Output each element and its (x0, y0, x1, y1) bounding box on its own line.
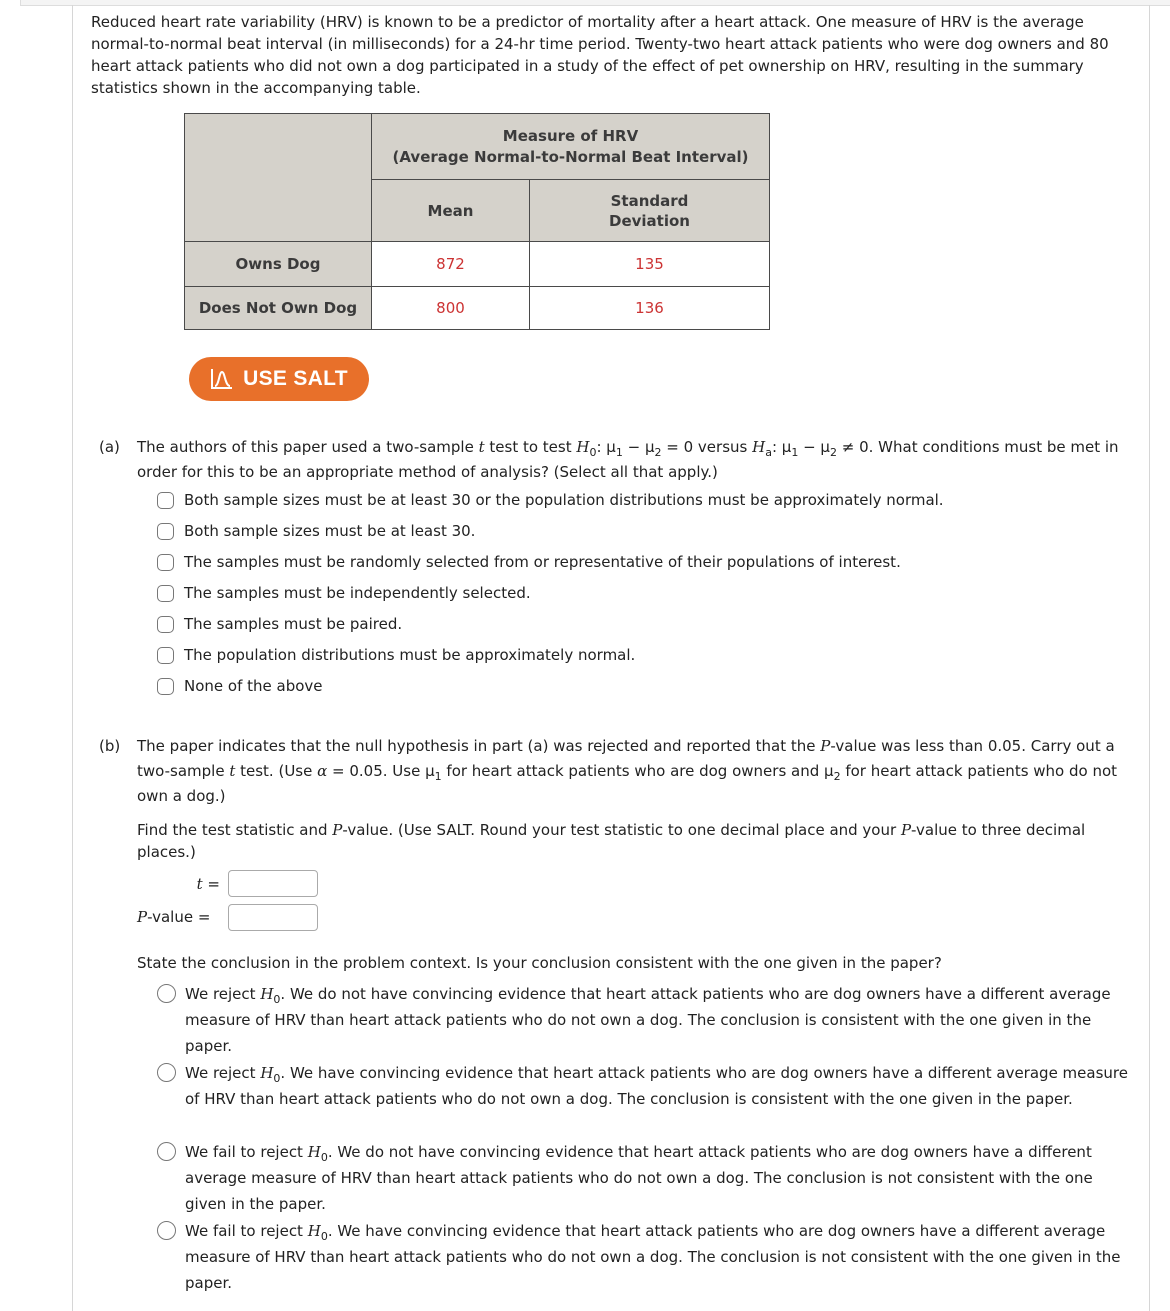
conclusion-question: State the conclusion in the problem context. Is your conclusion consistent with the one given in the paper? (137, 954, 942, 972)
col-header-sd: Standard Deviation (530, 180, 770, 242)
table-corner (185, 114, 372, 242)
distribution-curve-icon (210, 368, 234, 390)
condition-option[interactable]: The samples must be paired. (157, 612, 402, 636)
sd-value: 135 (530, 242, 770, 287)
t-label: t = (196, 875, 220, 893)
condition-option[interactable]: The population distributions must be approximately normal. (157, 643, 635, 667)
part-b-label: (b) (99, 737, 121, 755)
table-row (185, 287, 770, 330)
p-value-label: P-value = (137, 908, 211, 926)
conclusion-option[interactable]: We fail to reject $H_0$. We do not have convincing evidence that heart attack patients who are dog owners have a different average measure of HRV than heart attack patients who do not own a dog. The conclusion is not consistent with the one given in the paper. (157, 1139, 1137, 1217)
group-header: Measure of HRV (Average Normal-to-Normal Beat Interval) (372, 114, 770, 180)
row-label: Does Not Own Dog (185, 287, 372, 330)
radio-button[interactable] (157, 1063, 176, 1082)
left-rule (72, 5, 73, 1311)
condition-option[interactable]: The samples must be independently selected. (157, 581, 531, 605)
col-header-mean: Mean (372, 180, 530, 242)
checkbox[interactable] (157, 678, 174, 695)
sd-value: 136 (530, 287, 770, 330)
radio-button[interactable] (157, 1221, 176, 1240)
checkbox[interactable] (157, 554, 174, 571)
checkbox[interactable] (157, 647, 174, 664)
table-row (185, 242, 770, 287)
checkbox[interactable] (157, 523, 174, 540)
checkbox[interactable] (157, 492, 174, 509)
conclusion-option[interactable]: We fail to reject $H_0$. We have convincing evidence that heart attack patients who are dog owners have a different average measure of HRV than heart attack patients who do not own a dog. The conclusion is not consistent with the one given in the paper. (157, 1218, 1137, 1296)
condition-option[interactable]: None of the above (157, 674, 323, 698)
find-instruction: Find the test statistic and P-value. (Use SALT. Round your test statistic to one decimal place and your P-value to three decimal places.) (137, 821, 1086, 861)
checkbox[interactable] (157, 585, 174, 602)
part-a-label: (a) (99, 438, 120, 456)
t-statistic-input[interactable] (228, 870, 318, 897)
conclusion-option[interactable]: We reject $H_0$. We do not have convincing evidence that heart attack patients who are dog owners have a different average measure of HRV than heart attack patients who do not own a dog. The conclusion is consistent with the one given in the paper. (157, 981, 1137, 1059)
summary-table (184, 113, 770, 330)
condition-option[interactable]: The samples must be randomly selected from or representative of their populations of interest. (157, 550, 901, 574)
radio-button[interactable] (157, 984, 176, 1003)
mean-value: 800 (372, 287, 530, 330)
condition-option[interactable]: Both sample sizes must be at least 30. (157, 519, 475, 543)
top-border (20, 0, 1170, 6)
use-salt-label: USE SALT (243, 367, 348, 390)
part-a-question: The authors of this paper used a two-sample t test to test $H_0$: $\mu_1 - \mu_2 = 0$ versus $H_a$: $\mu_1 - \mu_2 \ne 0$. What conditions must be met in order for this to be an appropriate method of analysis? (Select all that apply.) (137, 438, 1119, 481)
part-b-question: The paper indicates that the null hypothesis in part (a) was rejected and reported that the P-value was less than 0.05. Carry out a two-sample t test. (Use α = 0.05. Use $\mu_1$ for heart attack patients who are dog owners and $\mu_2$ for heart attack patients who do not own a dog.) (137, 737, 1118, 805)
p-value-input[interactable] (228, 904, 318, 931)
mean-value: 872 (372, 242, 530, 287)
problem-intro: Reduced heart rate variability (HRV) is known to be a predictor of mortality after a heart attack. One measure of HRV is the average normal-to-normal beat interval (in milliseconds) for a 24-hr time period. Twenty-two heart attack patients who were dog owners and 80 heart attack patients who did not own a dog participated in a study of the effect of pet ownership on HRV, resulting in the summary statistics shown in the accompanying table. (91, 13, 1109, 97)
checkbox[interactable] (157, 616, 174, 633)
conclusion-option[interactable]: We reject $H_0$. We have convincing evidence that heart attack patients who are dog owners have a different average measure of HRV than heart attack patients who do not own a dog. The conclusion is consistent with the one given in the paper. (157, 1060, 1137, 1112)
radio-button[interactable] (157, 1142, 176, 1161)
right-rule (1149, 5, 1150, 1311)
row-label: Owns Dog (185, 242, 372, 287)
use-salt-button[interactable] (189, 357, 369, 401)
condition-option[interactable]: Both sample sizes must be at least 30 or the population distributions must be approximately normal. (157, 488, 944, 512)
